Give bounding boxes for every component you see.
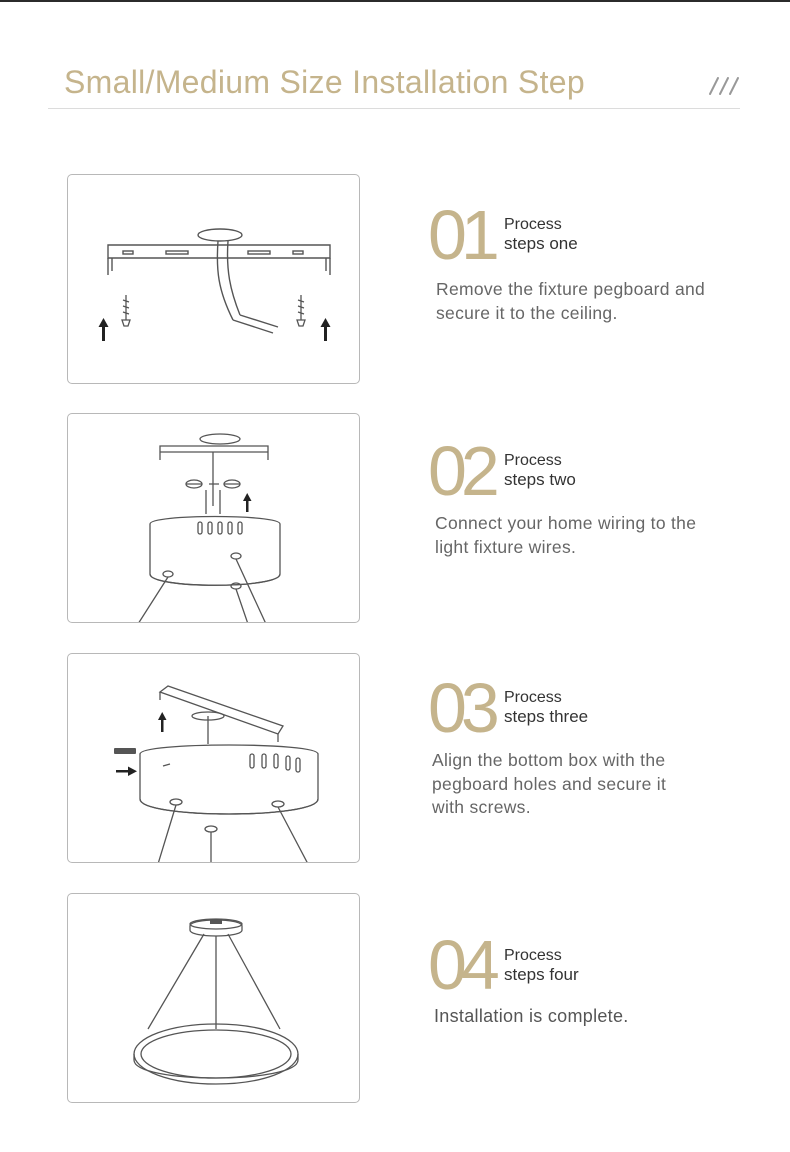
up-arrow-icon [99,318,331,341]
up-arrow-icon [243,493,252,512]
top-border [0,0,790,2]
step-3-label-top: Process [504,689,562,706]
step-4-label-top: Process [504,947,562,964]
step-1-number: 01 [428,196,494,274]
step-2-label-top: Process [504,452,562,469]
screw-icon [114,748,136,754]
step-2-illustration-panel [67,413,360,623]
step-1-illustration-panel [67,174,360,384]
step-4-label-bottom: steps four [504,965,579,984]
step-4-illustration-panel [67,893,360,1103]
step-3-label-bottom: steps three [504,707,589,726]
mount-bracket-screws-illustration [68,175,360,384]
screw-icon-right [297,295,305,326]
triple-slash-icon [706,76,740,96]
step-2-label-bottom: steps two [504,470,576,489]
step-1-description: Remove the fixture pegboard and secure it to the ceiling. [436,279,706,323]
step-4-number: 04 [428,926,494,1004]
ring-pendant-light-illustration [68,894,360,1103]
wire-connection-illustration [68,414,360,623]
up-arrow-icon [158,712,167,732]
step-2-number: 02 [428,432,494,510]
step-3-number: 03 [428,669,494,747]
right-arrow-icon [116,767,137,777]
step-3-illustration-panel [67,653,360,863]
step-1-label-bottom: steps one [504,234,578,253]
canopy-alignment-illustration [68,654,360,863]
step-2-description: Connect your home wiring to the light fixture wires. [435,513,697,557]
page-title: Small/Medium Size Installation Step [64,64,585,100]
step-1-label-top: Process [504,216,562,233]
step-3-description: Align the bottom box with the pegboard holes and secure it with screws. [432,750,667,817]
screw-icon-left [122,295,130,326]
step-4-description: Installation is complete. [434,1006,629,1026]
title-divider [48,108,740,109]
